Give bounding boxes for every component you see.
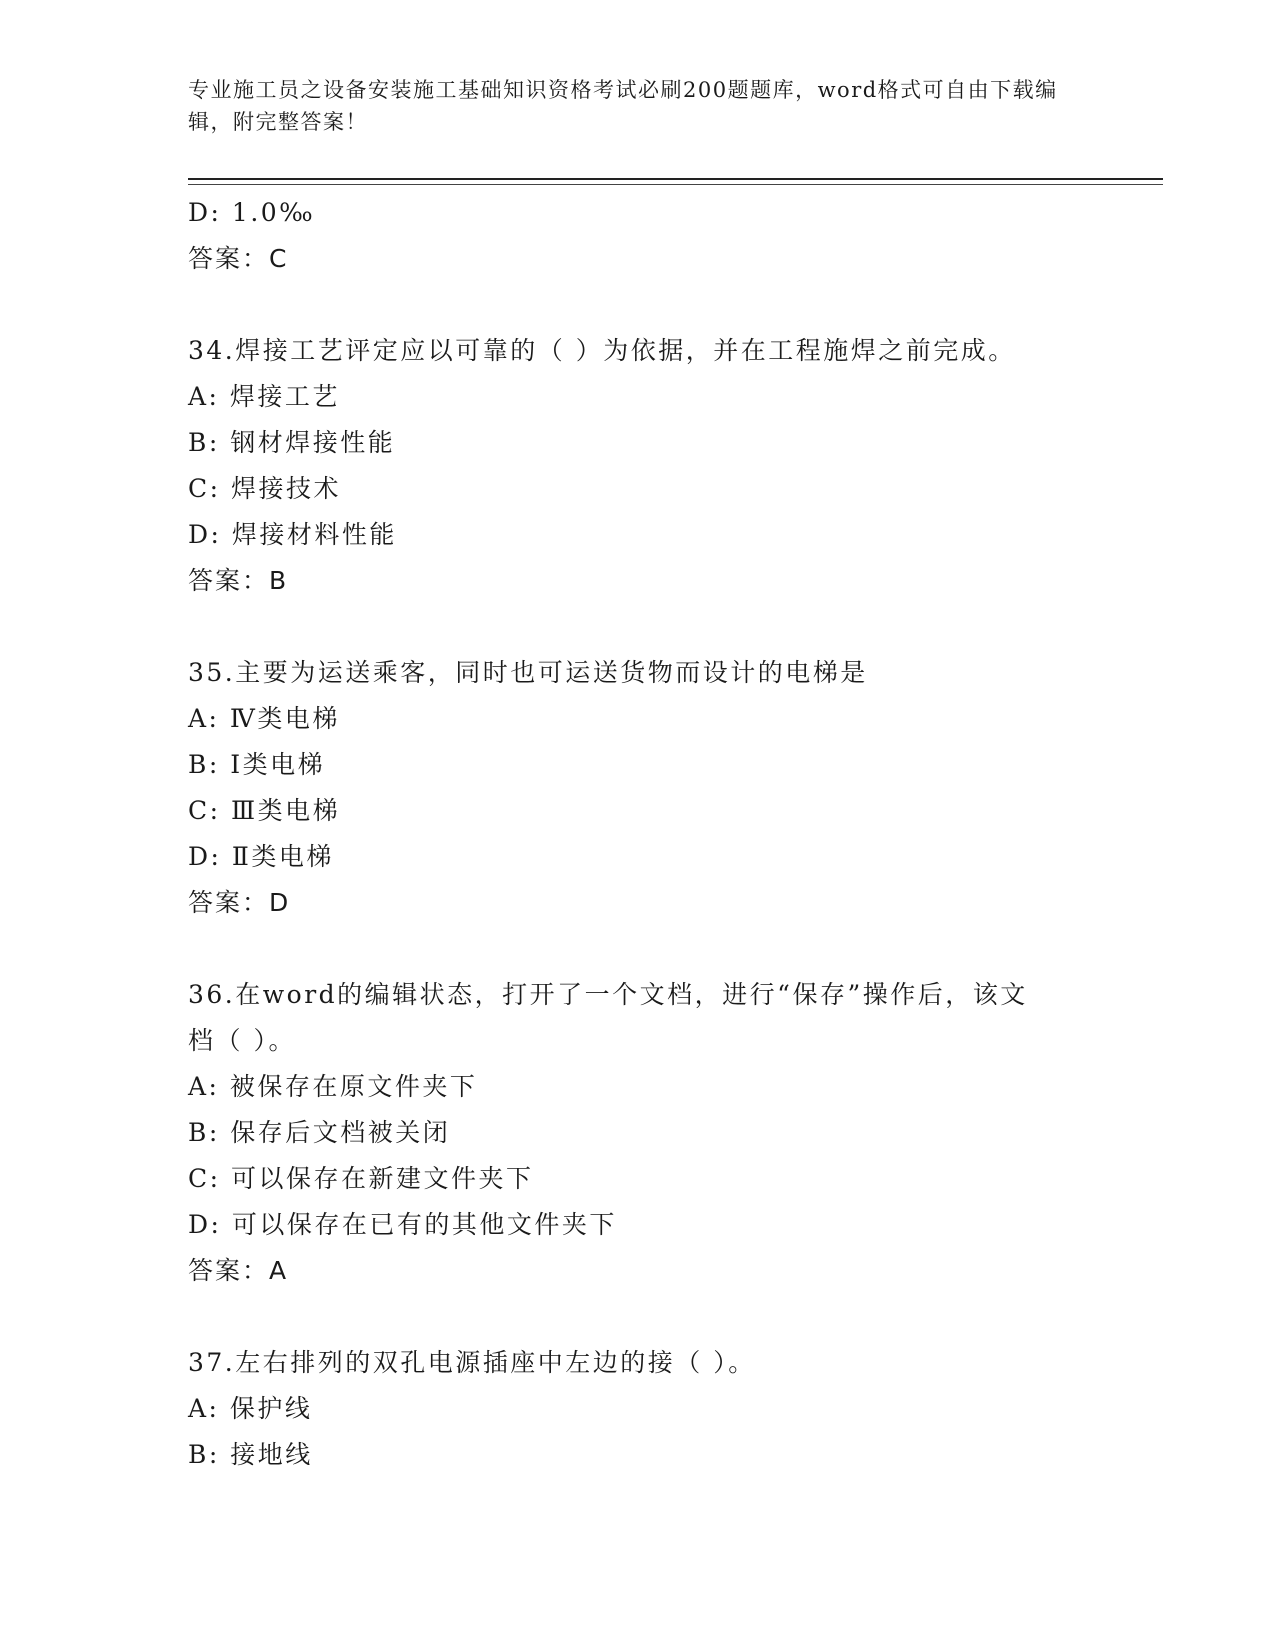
option-a-q34: A: 焊接工艺 xyxy=(188,382,340,411)
option-d-q34: D: 焊接材料性能 xyxy=(188,520,397,549)
option-c-q36: C: 可以保存在新建文件夹下 xyxy=(188,1164,534,1193)
spacer xyxy=(188,1294,1088,1340)
option-a-q36: A: 被保存在原文件夹下 xyxy=(188,1072,478,1101)
question-stem-36: 36.在word的编辑状态，打开了一个文档，进行“保存”操作后，该文档（ ）。 xyxy=(188,980,1028,1055)
answer-q36: 答案：A xyxy=(188,1256,289,1285)
spacer xyxy=(188,282,1088,328)
header-divider-thin xyxy=(188,184,1163,185)
option-c-q34: C: 焊接技术 xyxy=(188,474,341,503)
option-b-q34: B: 钢材焊接性能 xyxy=(188,428,396,457)
answer-q33: 答案：C xyxy=(188,244,289,273)
question-stem-34: 34.焊接工艺评定应以可靠的（ ）为依据，并在工程施焊之前完成。 xyxy=(188,336,1016,365)
option-d-q33: D: 1.0‰ xyxy=(188,198,316,227)
question-list xyxy=(188,190,1088,1478)
option-a-q35: A: Ⅳ类电梯 xyxy=(188,704,340,733)
option-b-q37: B: 接地线 xyxy=(188,1440,313,1469)
option-d-q35: D: Ⅱ类电梯 xyxy=(188,842,334,871)
question-stem-35: 35.主要为运送乘客，同时也可运送货物而设计的电梯是 xyxy=(188,658,868,687)
answer-q34: 答案：B xyxy=(188,566,289,595)
page-header: 专业施工员之设备安装施工基础知识资格考试必刷200题题库，word格式可自由下载编辑，附完整答案！ xyxy=(188,78,1058,134)
header-divider-thick xyxy=(188,178,1163,180)
option-d-q36: D: 可以保存在已有的其他文件夹下 xyxy=(188,1210,617,1239)
option-a-q37: A: 保护线 xyxy=(188,1394,313,1423)
option-b-q35: B: Ⅰ类电梯 xyxy=(188,750,326,779)
answer-q35: 答案：D xyxy=(188,888,291,917)
question-stem-37: 37.左右排列的双孔电源插座中左边的接（ ）。 xyxy=(188,1348,756,1377)
option-b-q36: B: 保存后文档被关闭 xyxy=(188,1118,451,1147)
spacer xyxy=(188,604,1088,650)
spacer xyxy=(188,926,1088,972)
option-c-q35: C: Ⅲ类电梯 xyxy=(188,796,341,825)
